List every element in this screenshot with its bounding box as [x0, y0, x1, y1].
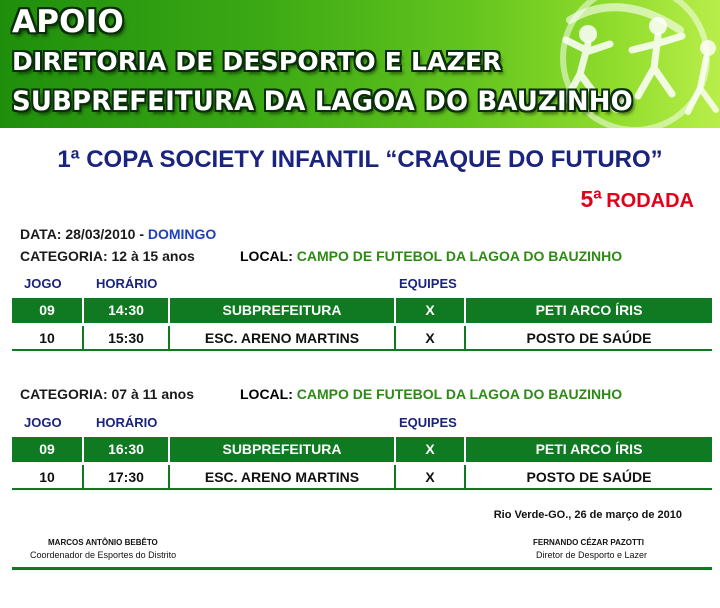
header-banner	[0, 0, 720, 128]
signature-right-name: FERNANDO CÉZAR PAZOTTI	[533, 538, 644, 547]
game-time: 16:30	[84, 437, 170, 462]
header-horario: HORÁRIO	[96, 276, 158, 291]
date-line	[20, 226, 216, 242]
team-away: POSTO DE SAÚDE	[466, 326, 712, 351]
header-jogo: JOGO	[24, 415, 62, 430]
table-row	[12, 465, 712, 490]
header-horario: HORÁRIO	[96, 415, 158, 430]
date-label: DATA: 28/03/2010 -	[20, 226, 144, 242]
versus: X	[396, 326, 466, 351]
game-number: 09	[12, 437, 84, 462]
team-home: SUBPREFEITURA	[170, 298, 396, 323]
game-number: 10	[12, 465, 84, 490]
date-day: DOMINGO	[147, 226, 217, 242]
round-label	[580, 186, 694, 213]
game-number: 10	[12, 326, 84, 351]
place-date: Rio Verde-GO., 26 de março de 2010	[493, 509, 682, 521]
footer-divider	[12, 567, 712, 570]
location-label: LOCAL:	[240, 386, 293, 402]
location-value: CAMPO DE FUTEBOL DA LAGOA DO BAUZINHO	[296, 386, 623, 402]
location-value: CAMPO DE FUTEBOL DA LAGOA DO BAUZINHO	[296, 248, 623, 264]
banner-subprefecture: SUBPREFEITURA DA LAGOA DO BAUZINHO	[12, 86, 633, 117]
team-away: PETI ARCO ÍRIS	[466, 298, 712, 323]
banner-directorate: DIRETORIA DE DESPORTO E LAZER	[12, 47, 502, 76]
category-label-1: CATEGORIA: 12 à 15 anos	[20, 248, 195, 264]
location-label: LOCAL:	[240, 248, 293, 264]
table-row	[12, 326, 712, 351]
header-jogo: JOGO	[24, 276, 62, 291]
versus: X	[396, 437, 466, 462]
game-number: 09	[12, 298, 84, 323]
header-equipes: EQUIPES	[399, 276, 457, 291]
versus: X	[396, 298, 466, 323]
table-row	[12, 298, 712, 323]
location-line-1	[240, 248, 622, 264]
team-home: SUBPREFEITURA	[170, 437, 396, 462]
round-number: 5ª	[580, 186, 602, 212]
versus: X	[396, 465, 466, 490]
game-time: 17:30	[84, 465, 170, 490]
location-line-2	[240, 386, 622, 402]
signature-right-role: Diretor de Desporto e Lazer	[536, 550, 648, 560]
header-equipes: EQUIPES	[399, 415, 457, 430]
game-time: 15:30	[84, 326, 170, 351]
banner-support-label: APOIO	[12, 4, 124, 40]
signature-left-name: MARCOS ANTÔNIO BEBÊTO	[48, 538, 158, 547]
page-title: 1ª COPA SOCIETY INFANTIL “CRAQUE DO FUTURO”	[57, 146, 663, 173]
category-label-2: CATEGORIA: 07 à 11 anos	[20, 386, 195, 402]
team-home: ESC. ARENO MARTINS	[170, 465, 396, 490]
team-away: POSTO DE SAÚDE	[466, 465, 712, 490]
team-home: ESC. ARENO MARTINS	[170, 326, 396, 351]
game-time: 14:30	[84, 298, 170, 323]
signature-left-role: Coordenador de Esportes do Distrito	[30, 550, 177, 560]
table-row	[12, 437, 712, 462]
round-text: RODADA	[606, 190, 694, 212]
team-away: PETI ARCO ÍRIS	[466, 437, 712, 462]
